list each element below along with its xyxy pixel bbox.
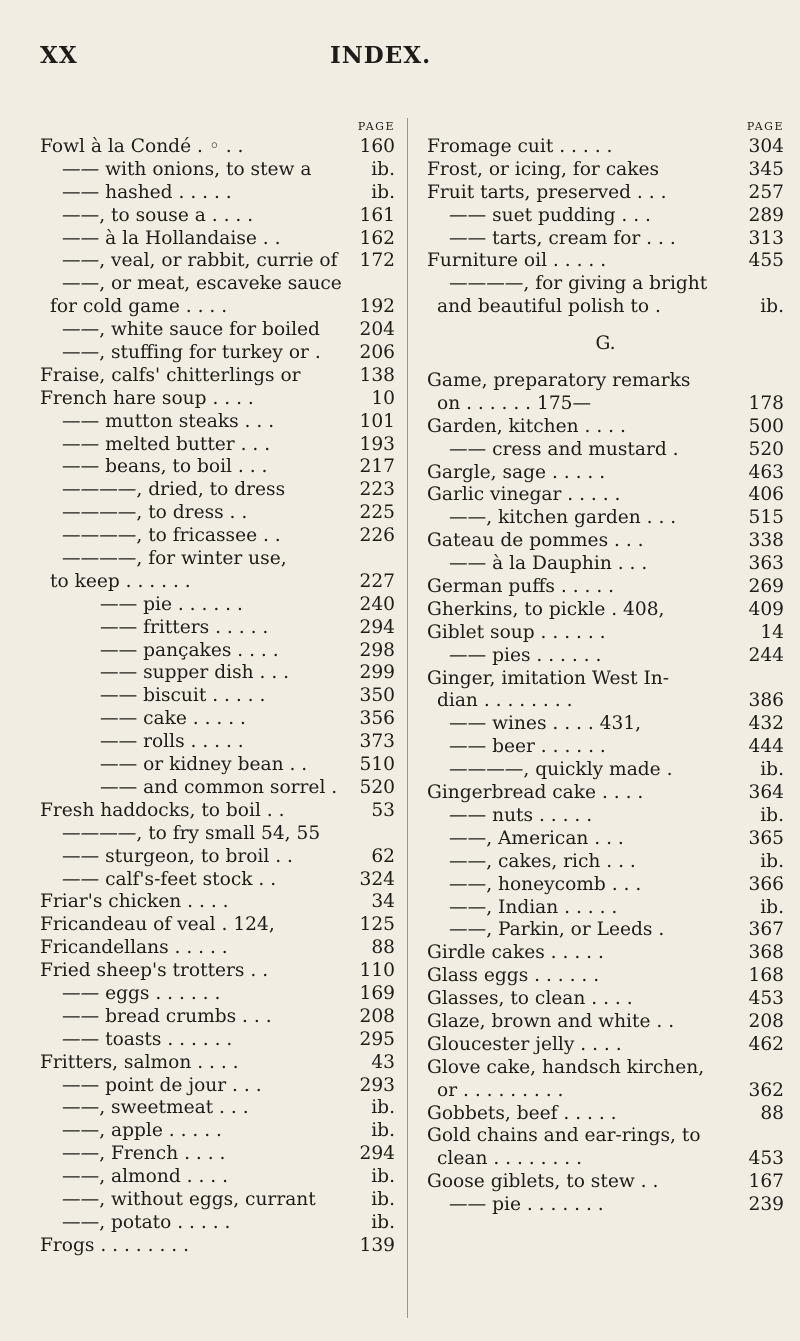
entry-text: Gargle, sage . . . . . — [427, 461, 606, 483]
index-entry — [427, 393, 784, 416]
index-entry — [40, 937, 395, 960]
index-entry — [427, 668, 784, 691]
index-entry — [427, 988, 784, 1011]
entry-page-number: 138 — [359, 364, 395, 386]
entry-text: —— melted butter . . . — [62, 433, 271, 455]
entry-text: Fried sheep's trotters . . — [40, 960, 269, 982]
index-entry — [427, 782, 784, 805]
index-entry — [40, 983, 395, 1006]
entry-text: Ginger, imitation West In- — [427, 667, 670, 689]
index-entry — [40, 1075, 395, 1098]
index-entry — [40, 1052, 395, 1075]
entry-page-number: 110 — [359, 960, 395, 982]
index-entry — [427, 805, 784, 828]
entry-text: —— pie . . . . . . — [100, 593, 243, 615]
column-divider — [407, 118, 408, 1318]
entry-text: ——, Indian . . . . . — [449, 896, 618, 918]
index-entry — [40, 1006, 395, 1029]
index-entry — [427, 874, 784, 897]
index-entry — [40, 456, 395, 479]
index-entry — [427, 897, 784, 920]
entry-page-number: 373 — [359, 731, 395, 753]
entry-text: —— rolls . . . . . — [100, 731, 244, 753]
index-entry — [40, 434, 395, 457]
index-entry — [427, 828, 784, 851]
entry-page-number: ib. — [371, 1166, 395, 1188]
entry-page-number: 366 — [748, 873, 784, 895]
entry-page-number: 217 — [359, 456, 395, 478]
index-entry — [40, 365, 395, 388]
index-entry — [427, 690, 784, 713]
entry-page-number: 10 — [371, 387, 395, 409]
entry-page-number: 167 — [748, 1171, 784, 1193]
index-entry — [427, 1103, 784, 1126]
entry-page-number: 432 — [748, 713, 784, 735]
entry-page-number: 406 — [748, 484, 784, 506]
index-entry — [427, 439, 784, 462]
entry-text: —— with onions, to stew a — [62, 158, 312, 180]
index-entry — [40, 1097, 395, 1120]
entry-page-number: 162 — [359, 227, 395, 249]
entry-text: dian . . . . . . . . — [437, 690, 573, 712]
index-entry — [427, 484, 784, 507]
entry-page-number: 500 — [748, 415, 784, 437]
entry-text: Friar's chicken . . . . — [40, 891, 229, 913]
entry-text: and beautiful polish to . — [437, 296, 661, 318]
entry-text: ————, to fry small 54, 55 — [62, 822, 321, 844]
entry-text: Goose giblets, to stew . . — [427, 1171, 659, 1193]
entry-page-number: 161 — [359, 204, 395, 226]
index-entry — [427, 713, 784, 736]
entry-page-number: 368 — [748, 942, 784, 964]
index-entry — [40, 182, 395, 205]
entry-page-number: 125 — [359, 914, 395, 936]
index-entry — [40, 869, 395, 892]
index-column-right — [427, 118, 784, 1217]
entry-page-number: 463 — [748, 461, 784, 483]
entry-text: —— tarts, cream for . . . — [449, 227, 676, 249]
entry-page-number: 295 — [359, 1028, 395, 1050]
index-entry — [427, 645, 784, 668]
entry-page-number: 294 — [359, 616, 395, 638]
entry-text: ——, Parkin, or Leeds . — [449, 919, 665, 941]
index-entry — [40, 685, 395, 708]
entry-page-number: 206 — [359, 342, 395, 364]
page-number: XX — [40, 42, 78, 69]
entry-page-number: 304 — [748, 136, 784, 157]
entry-text: Fromage cuit . . . . . — [427, 136, 613, 157]
index-entry — [427, 919, 784, 942]
index-column-left — [40, 118, 395, 1258]
entry-page-number: ib. — [760, 896, 784, 918]
index-entry — [427, 250, 784, 273]
entry-page-number: 520 — [748, 438, 784, 460]
index-entry — [40, 250, 395, 273]
index-entry — [427, 507, 784, 530]
entry-page-number: 520 — [359, 776, 395, 798]
entry-page-number: 168 — [748, 965, 784, 987]
entry-page-number: 324 — [359, 868, 395, 890]
index-entry — [40, 1235, 395, 1258]
index-entry — [427, 599, 784, 622]
entry-page-number: 294 — [359, 1143, 395, 1165]
entry-page-number: 178 — [748, 392, 784, 414]
entry-text: —— pies . . . . . . — [449, 644, 602, 666]
entry-page-number: 139 — [359, 1234, 395, 1256]
index-entry — [40, 891, 395, 914]
entry-text: Garlic vinegar . . . . . — [427, 484, 621, 506]
entry-text: ————, to dress . . — [62, 502, 248, 524]
entry-text: Fritters, salmon . . . . — [40, 1051, 239, 1073]
entry-text: —— wines . . . . 431, — [449, 713, 642, 735]
index-entry — [427, 622, 784, 645]
index-entry — [427, 851, 784, 874]
entry-text: to keep . . . . . . — [50, 570, 191, 592]
entry-text: Frost, or icing, for cakes — [427, 158, 660, 180]
entry-page-number: 363 — [748, 553, 784, 575]
index-entry — [40, 1166, 395, 1189]
entry-text: Fraise, calfs' chitterlings or — [40, 364, 301, 386]
index-entry — [427, 1080, 784, 1103]
entry-text: Giblet soup . . . . . . — [427, 621, 606, 643]
index-entry — [40, 1212, 395, 1235]
entry-text: Furniture oil . . . . . — [427, 250, 607, 272]
entry-text: for cold game . . . . — [50, 296, 228, 318]
entry-page-number: ib. — [371, 1188, 395, 1210]
entry-text: Glass eggs . . . . . . — [427, 965, 600, 987]
entry-page-number: 208 — [359, 1005, 395, 1027]
index-entry — [40, 594, 395, 617]
entry-text: ——, stuffing for turkey or . — [62, 342, 321, 364]
index-entry — [40, 754, 395, 777]
index-entry — [40, 640, 395, 663]
entry-page-number: 257 — [748, 181, 784, 203]
page-header — [0, 40, 800, 80]
entry-page-number: 515 — [748, 507, 784, 529]
entry-page-number: 365 — [748, 827, 784, 849]
index-entry — [427, 736, 784, 759]
index-entry — [40, 1029, 395, 1052]
entry-page-number: 362 — [748, 1079, 784, 1101]
entry-text: clean . . . . . . . . — [437, 1148, 582, 1170]
index-entry — [427, 759, 784, 782]
index-entry — [40, 731, 395, 754]
index-entry — [40, 228, 395, 251]
entry-text: Glaze, brown and white . . — [427, 1010, 675, 1032]
entry-text: —— hashed . . . . . — [62, 181, 232, 203]
entry-page-number: 226 — [359, 525, 395, 547]
entry-text: —— biscuit . . . . . — [100, 685, 266, 707]
entry-text: ——, almond . . . . — [62, 1166, 229, 1188]
entry-text: ——, honeycomb . . . — [449, 873, 642, 895]
entry-page-number: 53 — [371, 799, 395, 821]
index-entry — [40, 525, 395, 548]
entry-page-number: 34 — [371, 891, 395, 913]
entry-text: —— fritters . . . . . — [100, 616, 269, 638]
index-entry — [427, 530, 784, 553]
entry-text: —— or kidney bean . . — [100, 754, 308, 776]
entry-text: —— cress and mustard . — [449, 438, 679, 460]
entry-page-number: 172 — [359, 250, 395, 272]
entry-text: Fricandeau of veal . 124, — [40, 914, 275, 936]
entry-page-number: ib. — [371, 1120, 395, 1142]
entry-page-number: 510 — [359, 754, 395, 776]
entry-text: Fresh haddocks, to boil . . — [40, 799, 285, 821]
entry-text: —— point de jour . . . — [62, 1074, 262, 1096]
entry-text: —— beer . . . . . . — [449, 736, 606, 758]
entry-page-number: 453 — [748, 988, 784, 1010]
index-entry — [427, 553, 784, 576]
entry-text: ————, to fricassee . . — [62, 525, 281, 547]
entry-text: Fricandellans . . . . . — [40, 937, 228, 959]
index-entry — [40, 388, 395, 411]
entry-page-number: 239 — [748, 1194, 784, 1216]
entry-text: on . . . . . . 175— — [437, 392, 592, 414]
index-entry — [427, 370, 784, 393]
entry-text: ——, white sauce for boiled — [62, 319, 320, 341]
index-entry — [40, 914, 395, 937]
entry-page-number: 208 — [748, 1010, 784, 1032]
entry-page-number: ib. — [371, 1097, 395, 1119]
entry-page-number: 299 — [359, 662, 395, 684]
entry-text: —— supper dish . . . — [100, 662, 290, 684]
entry-text: —— à la Dauphin . . . — [449, 553, 648, 575]
entry-page-number: ib. — [760, 296, 784, 318]
index-entry — [40, 502, 395, 525]
entry-page-number: 62 — [371, 845, 395, 867]
entry-text: —— mutton steaks . . . — [62, 410, 275, 432]
entry-text: ————, quickly made . — [449, 759, 673, 781]
page-column-label: PAGE — [357, 120, 395, 133]
entry-text: ——, without eggs, currant — [62, 1188, 316, 1210]
section-heading — [427, 333, 784, 356]
index-entry — [40, 342, 395, 365]
entry-page-number: 409 — [748, 598, 784, 620]
index-entry — [427, 1194, 784, 1217]
entry-text: ——, to souse a . . . . — [62, 204, 254, 226]
entry-text: G. — [595, 333, 616, 355]
entry-page-number: 293 — [359, 1074, 395, 1096]
index-entry — [40, 1189, 395, 1212]
entry-page-number: 367 — [748, 919, 784, 941]
index-entry — [40, 205, 395, 228]
entry-text: —— eggs . . . . . . — [62, 982, 221, 1004]
entry-page-number: ib. — [760, 759, 784, 781]
index-entry — [427, 1171, 784, 1194]
index-entry — [40, 411, 395, 434]
index-entry — [427, 416, 784, 439]
entry-page-number: 14 — [760, 621, 784, 643]
entry-text: ——, American . . . — [449, 827, 624, 849]
spacer — [427, 319, 784, 333]
entry-text: ——, sweetmeat . . . — [62, 1097, 249, 1119]
index-entry — [427, 182, 784, 205]
entry-page-number: 364 — [748, 782, 784, 804]
entry-text: —— nuts . . . . . — [449, 804, 593, 826]
index-entry — [40, 617, 395, 640]
entry-page-number: ib. — [371, 1211, 395, 1233]
index-entry — [40, 662, 395, 685]
index-entry — [427, 1011, 784, 1034]
entry-text: Gateau de pommes . . . — [427, 530, 644, 552]
entry-text: —— cake . . . . . — [100, 708, 246, 730]
index-entry — [427, 296, 784, 319]
entry-page-number: 298 — [359, 639, 395, 661]
entry-page-number: 313 — [748, 227, 784, 249]
entry-text: Gingerbread cake . . . . — [427, 782, 644, 804]
entry-text: —— beans, to boil . . . — [62, 456, 268, 478]
entry-page-number: 345 — [748, 158, 784, 180]
index-entry — [427, 942, 784, 965]
index-entry — [427, 462, 784, 485]
entry-page-number: 227 — [359, 570, 395, 592]
entry-page-number: ib. — [760, 804, 784, 826]
entry-page-number: 462 — [748, 1033, 784, 1055]
page-column-label: PAGE — [746, 120, 784, 133]
index-entry — [40, 571, 395, 594]
entry-text: Gherkins, to pickle . 408, — [427, 598, 665, 620]
page-title: INDEX. — [330, 42, 432, 69]
entry-text: or . . . . . . . . . — [437, 1079, 564, 1101]
entry-text: ——, apple . . . . . — [62, 1120, 222, 1142]
entry-page-number: 43 — [371, 1051, 395, 1073]
entry-text: —— bread crumbs . . . — [62, 1005, 272, 1027]
index-entry — [427, 1057, 784, 1080]
entry-text: Glove cake, handsch kirchen, — [427, 1056, 705, 1078]
index-entry — [427, 965, 784, 988]
index-entry — [427, 228, 784, 251]
index-entry — [40, 296, 395, 319]
entry-text: Frogs . . . . . . . . — [40, 1234, 189, 1256]
index-entry — [427, 205, 784, 228]
entry-text: Gloucester jelly . . . . — [427, 1033, 622, 1055]
index-entry — [427, 576, 784, 599]
entry-text: German puffs . . . . . — [427, 576, 615, 598]
entry-page-number: 386 — [748, 690, 784, 712]
entry-page-number: ib. — [760, 850, 784, 872]
index-entry — [40, 273, 395, 296]
index-entry — [40, 708, 395, 731]
entry-text: ——, potato . . . . . — [62, 1211, 231, 1233]
entry-page-number: 240 — [359, 593, 395, 615]
index-entry — [40, 159, 395, 182]
entry-page-number: 338 — [748, 530, 784, 552]
entry-text: Girdle cakes . . . . . — [427, 942, 604, 964]
index-entry — [427, 1148, 784, 1171]
entry-text: Glasses, to clean . . . . — [427, 988, 633, 1010]
entry-text: ————, dried, to dress — [62, 479, 286, 501]
entry-text: —— suet pudding . . . — [449, 204, 651, 226]
entry-page-number: 455 — [748, 250, 784, 272]
entry-page-number: 193 — [359, 433, 395, 455]
index-entry — [40, 319, 395, 342]
entry-text: ————, for giving a bright — [449, 273, 708, 295]
index-entry — [427, 1034, 784, 1057]
entry-page-number: ib. — [371, 158, 395, 180]
index-entry — [40, 136, 395, 159]
entry-text: Fruit tarts, preserved . . . — [427, 181, 667, 203]
index-entry — [427, 1125, 784, 1148]
entry-text: French hare soup . . . . — [40, 387, 254, 409]
entry-page-number: 444 — [748, 736, 784, 758]
entry-page-number: 356 — [359, 708, 395, 730]
index-entry — [40, 479, 395, 502]
entry-text: Fowl à la Condé . ◦ . . — [40, 136, 244, 157]
entry-page-number: 350 — [359, 685, 395, 707]
entry-page-number: 225 — [359, 502, 395, 524]
entry-text: —— toasts . . . . . . — [62, 1028, 233, 1050]
entry-text: ——, French . . . . — [62, 1143, 226, 1165]
entry-text: ——, or meat, escaveke sauce — [62, 273, 342, 295]
index-entry — [40, 1143, 395, 1166]
index-entry — [427, 136, 784, 159]
entry-page-number: 192 — [359, 296, 395, 318]
entry-text: Gobbets, beef . . . . . — [427, 1102, 617, 1124]
entry-text: —— pie . . . . . . . — [449, 1194, 604, 1216]
entry-page-number: 244 — [748, 644, 784, 666]
entry-page-number: ib. — [371, 181, 395, 203]
entry-page-number: 223 — [359, 479, 395, 501]
entry-text: —— à la Hollandaise . . — [62, 227, 281, 249]
index-entry — [427, 159, 784, 182]
entry-text: ——, kitchen garden . . . — [449, 507, 677, 529]
entry-text: —— sturgeon, to broil . . — [62, 845, 293, 867]
entry-text: ——, cakes, rich . . . — [449, 850, 636, 872]
entry-page-number: 160 — [359, 136, 395, 157]
entry-text: ——, veal, or rabbit, currie of — [62, 250, 338, 272]
entry-text: ————, for winter use, — [62, 548, 287, 570]
index-entry — [40, 800, 395, 823]
entry-text: —— pançakes . . . . — [100, 639, 279, 661]
entry-page-number: 269 — [748, 576, 784, 598]
entry-page-number: 88 — [371, 937, 395, 959]
entry-page-number: 453 — [748, 1148, 784, 1170]
entry-page-number: 88 — [760, 1102, 784, 1124]
entry-page-number: 101 — [359, 410, 395, 432]
index-entry — [40, 846, 395, 869]
index-entry — [40, 823, 395, 846]
entry-page-number: 169 — [359, 982, 395, 1004]
entry-text: Game, preparatory remarks — [427, 370, 691, 392]
entry-page-number: 289 — [748, 204, 784, 226]
index-entry — [427, 273, 784, 296]
index-entry — [40, 777, 395, 800]
index-entry — [40, 1120, 395, 1143]
index-entry — [40, 960, 395, 983]
entry-text: Garden, kitchen . . . . — [427, 415, 626, 437]
entry-text: Gold chains and ear-rings, to — [427, 1125, 701, 1147]
entry-text: —— calf's-feet stock . . — [62, 868, 277, 890]
entry-text: —— and common sorrel . — [100, 776, 338, 798]
index-entry — [40, 548, 395, 571]
spacer — [427, 356, 784, 370]
entry-page-number: 204 — [359, 319, 395, 341]
